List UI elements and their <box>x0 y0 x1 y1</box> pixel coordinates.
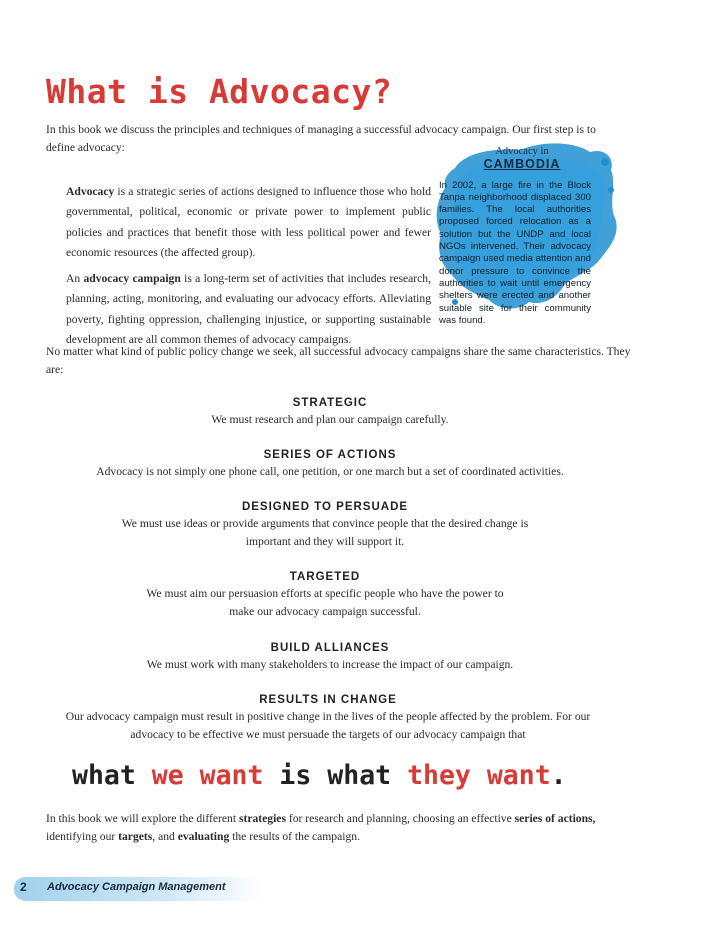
footer-title: Advocacy Campaign Management <box>47 881 226 893</box>
page-title: What is Advocacy? <box>46 72 393 111</box>
sidebar-story: In 2002, a large fire in the Block Tanpa neighborhood displaced 300 families. The local authorities proposed forced relocation as a solution but the UNDP and local NGOs intervened. Their advocacy campaign used media attention and donor pressure to convince the authorities to wait until emergency shelters were erected and another suitable site for their community was found. <box>439 179 592 326</box>
section-strategic <box>60 395 600 429</box>
sidebar-heading <box>437 146 607 170</box>
outro-paragraph: In this book we will explore the different strategies for research and planning, choosing an effective series of actions, identifying our targets, and evaluating the results of the campaign. <box>46 812 596 843</box>
slogan: what we want is what they want. <box>72 760 567 791</box>
advocacy-definition: Advocacy is a strategic series of actions designed to influence those who hold governmental, political, economic or private power to implement public policies and practices that benefit those with less political power and fewer economic resources (the affected group). <box>66 184 431 260</box>
characteristics-intro: No matter what kind of public policy change we seek, all successful advocacy campaigns share the same characteristics. They are: <box>46 345 631 376</box>
section-heading: STRATEGIC <box>292 397 368 409</box>
section-build-alliances <box>90 640 570 674</box>
sidebar-label: Advocacy in <box>495 146 549 157</box>
section-text: Our advocacy campaign must result in positive change in the lives of the people affected by the problem. For our advocacy to be effective we must persuade the targets of our advocacy campaign that <box>65 710 591 741</box>
page-number: 2 <box>20 880 27 894</box>
term-advocacy: Advocacy <box>66 184 115 198</box>
section-targeted <box>140 569 510 621</box>
section-series-of-actions <box>70 447 590 481</box>
section-heading: TARGETED <box>289 571 361 583</box>
section-text: We must research and plan our campaign carefully. <box>211 413 449 426</box>
section-heading: SERIES OF ACTIONS <box>263 449 397 461</box>
section-designed-to-persuade <box>110 499 540 551</box>
section-text: Advocacy is not simply one phone call, one petition, or one march but a set of coordinated activities. <box>96 465 564 478</box>
section-heading: DESIGNED TO PERSUADE <box>241 501 409 513</box>
sidebar-country: CAMBODIA <box>483 157 561 171</box>
section-heading: RESULTS IN CHANGE <box>259 694 397 706</box>
section-text: We must aim our persuasion efforts at specific people who have the power to make our advocacy campaign successful. <box>146 587 504 618</box>
section-heading: BUILD ALLIANCES <box>270 642 390 654</box>
intro-paragraph: In this book we discuss the principles and techniques of managing a successful advocacy campaign. Our first step is to define advocacy: <box>46 123 596 154</box>
term-advocacy-campaign: advocacy campaign <box>83 271 181 285</box>
campaign-definition: An advocacy campaign is a long-term set of activities that includes research, planning, acting, monitoring, and evaluating our advocacy efforts. Alleviating poverty, fighting oppression, challenging injustice, or supporting sustainable development are all common themes of advocacy campaigns. <box>66 271 431 347</box>
section-text: We must use ideas or provide arguments that convince people that the desired change is important and they will support it. <box>121 517 529 548</box>
section-text: We must work with many stakeholders to increase the impact of our campaign. <box>146 658 514 671</box>
section-results-in-change <box>48 692 608 744</box>
